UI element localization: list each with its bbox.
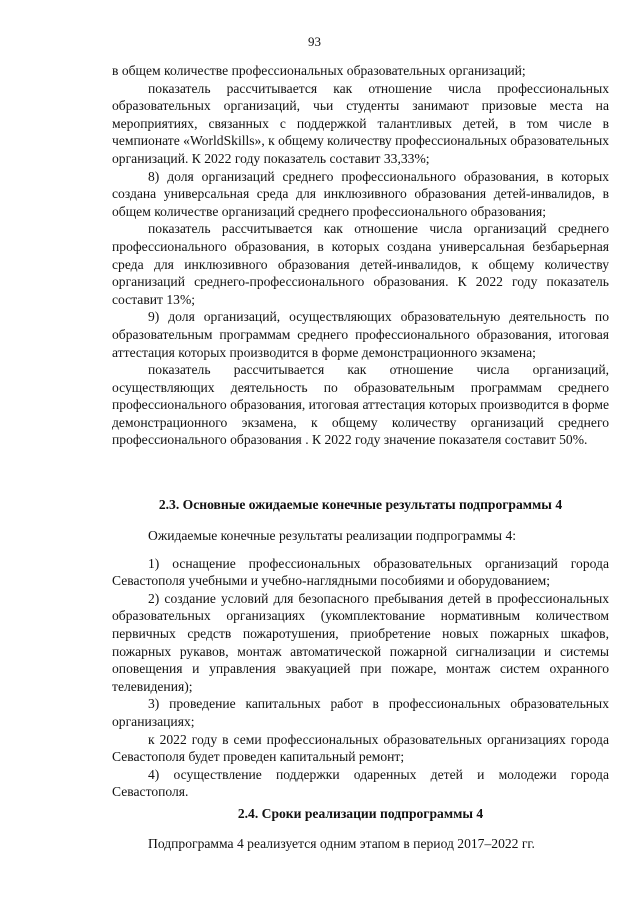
section-heading-2-3: 2.3. Основные ожидаемые конечные результаты подпрограммы 4 [158,497,563,512]
indicators-text-block [112,62,609,449]
list-item: к 2022 году в семи профессиональных образовательных организациях города Севастополя будет проведен капитальный ремонт; [112,731,609,765]
page-number: 93 [308,34,321,49]
results-text-block [112,527,609,801]
paragraph: 8) доля организаций среднего профессионального образования, в которых создана универсальная среда для инклюзивного образования детей-инвалидов, в общем количестве организаций среднего профессионального образования; [112,168,609,219]
timeline-text-block [112,835,609,853]
list-item: 3) проведение капитальных работ в профессиональных образовательных организациях; [112,696,609,729]
list-item: 1) оснащение профессиональных образовательных организаций города Севастополя учебными и учебно-наглядными пособиями и оборудованием; [112,555,609,589]
list-item: 2) создание условий для безопасного пребывания детей в профессиональных образовательных организациях (укомплектование нормативным количеством первичных средств пожаротушения, приобретение новых пожарных шкафов, пожарных рукавов, монтаж автоматической пожарной сигнализации и системы оповещения и управления эвакуацией при пожаре, монтаж систем охранного телевидения); [112,590,609,694]
spacer [112,545,609,555]
paragraph: показатель рассчитывается как отношение числа организаций среднего профессионального образования, в которых создана универсальная безбарьерная среда для инклюзивного образования детей-инвалидов, к общему количеству организаций среднего-профессионального образования. К 2022 году показатель составит 13%; [112,221,609,307]
paragraph: в общем количестве профессиональных образовательных организаций; [112,63,526,78]
paragraph: показатель рассчитывается как отношение числа организаций, осуществляющих деятельность по образовательным программам среднего профессионального образования, итоговая аттестация которых производится в форме демонстрационного экзамена, к общему количеству организаций среднего профессионального образования . К 2022 году значение показателя составит 50%. [112,362,609,448]
section-heading-2-4: 2.4. Сроки реализации подпрограммы 4 [237,806,484,821]
intro-paragraph: Ожидаемые конечные результаты реализации подпрограммы 4: [148,528,517,543]
paragraph: 9) доля организаций, осуществляющих образовательную деятельность по образовательным программам среднего профессионального образования, итоговая аттестация которых производится в форме демонстрационного экзамена; [112,309,609,360]
paragraph: показатель рассчитывается как отношение числа профессиональных образовательных организаций, чьи студенты занимают призовые места на мероприятиях, связанных с поддержкой талантливых детей, в том числе в чемпионате «WorldSkills», к общему количеству профессиональных образовательных организаций. К 2022 году показатель составит 33,33%; [112,80,610,166]
list-item: 4) осуществление поддержки одаренных детей и молодежи города Севастополя. [112,766,609,800]
paragraph: Подпрограмма 4 реализуется одним этапом в период 2017–2022 гг. [148,836,535,851]
